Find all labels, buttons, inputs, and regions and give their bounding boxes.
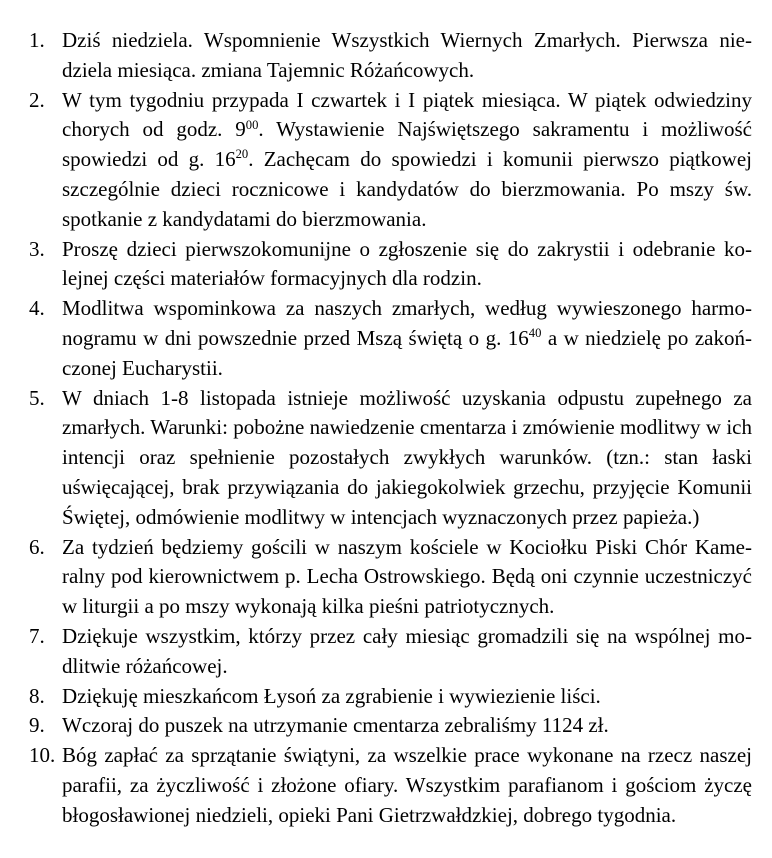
list-item [29,384,752,533]
item-number: 5. [29,385,45,410]
item-text: W dniach 1-8 listopada istnieje możliwość uzyskania odpustu zupełnego za zmarłych. Warunki: pobożne nawiedzenie cmentarza i zmówienie modlitwy w ich intencji oraz spełnienie pozostałych zwykłych warunków. (tzn.: stan łaski uświęcającej, brak przywiązania do jakiegokolwiek grzechu, przyjęcie Komunii Świętej, odmówienie modlitwy w intencjach wyznaczonych przez papieża.) [62,385,752,529]
item-number: 9. [29,713,45,738]
item-number: 2. [29,87,45,112]
list-item [29,682,752,712]
list-item [29,741,752,830]
item-text: Modlitwa wspominkowa za naszych zmarłych, według wywieszonego harmonogramu w dni powszednie przed Mszą świętą o g. $16^{40}$ a w niedzielę po zakończonej Eucharystii. [62,296,752,380]
list-item [29,26,752,86]
item-text: Dziękuje wszystkim, którzy przez cały miesiąc gromadzili się na wspólnej modlitwie różańcowej. [62,623,752,678]
item-number: 1. [29,28,45,52]
item-text: Proszę dzieci pierwszokomunijne o zgłoszenie się do zakrystii i odebranie kolejnej części materiałów formacyjnych dla rodzin. [62,236,752,291]
item-text: Za tydzień będziemy gościli w naszym kościele w Kociołku Piski Chór Kameralny pod kierownictwem p. Lecha Ostrowskiego. Będą oni czynnie uczestniczyć w liturgii a po mszy wykonają kilka pieśni patriotycznych. [62,534,752,619]
item-text: W tym tygodniu przypada I czwartek i I piątek miesiąca. W piątek odwiedziny chorych od godz. $9^{00}$. Wystawienie Najświętszego sakramentu i możliwość spowiedzi od g. $16^{20}$. Zachęcam do spowiedzi i komunii pierwszo piątkowej szczególnie dzieci rocznicowe i kandydatów do bierzmowania. Po mszy św. spotkanie z kandydatami do bierzmowania. [62,87,753,231]
item-number: 3. [29,236,45,261]
item-number: 6. [29,534,45,559]
list-item [29,533,752,622]
announcement-list [29,26,752,831]
item-text: Dziś niedziela. Wspomnienie Wszystkich Wiernych Zmarłych. Pierwsza niedziela miesiąca. zmiana Tajemnic Różańcowych. [62,28,752,82]
item-text: Wczoraj do puszek na utrzymanie cmentarza zebraliśmy 1124 zł. [62,713,609,738]
list-item [29,294,752,383]
item-text: Dziękuję mieszkańcom Łysoń za zgrabienie i wywiezienie liści. [62,683,601,708]
item-number: 4. [29,296,45,321]
item-number: 7. [29,623,45,648]
list-item [29,711,752,741]
item-number: 10. [29,743,56,768]
list-item [29,235,752,295]
item-number: 8. [29,683,45,708]
item-text: Bóg zapłać za sprzątanie świątyni, za wszelkie prace wykonane na rzecz naszej parafii, za życzliwość i złożone ofiary. Wszystkim parafianom i gościom życzę błogosławionej niedzieli, opieki Pani Gietrzwałdzkiej, dobrego tygodnia. [62,743,752,827]
list-item [29,622,752,682]
list-item [29,86,752,235]
